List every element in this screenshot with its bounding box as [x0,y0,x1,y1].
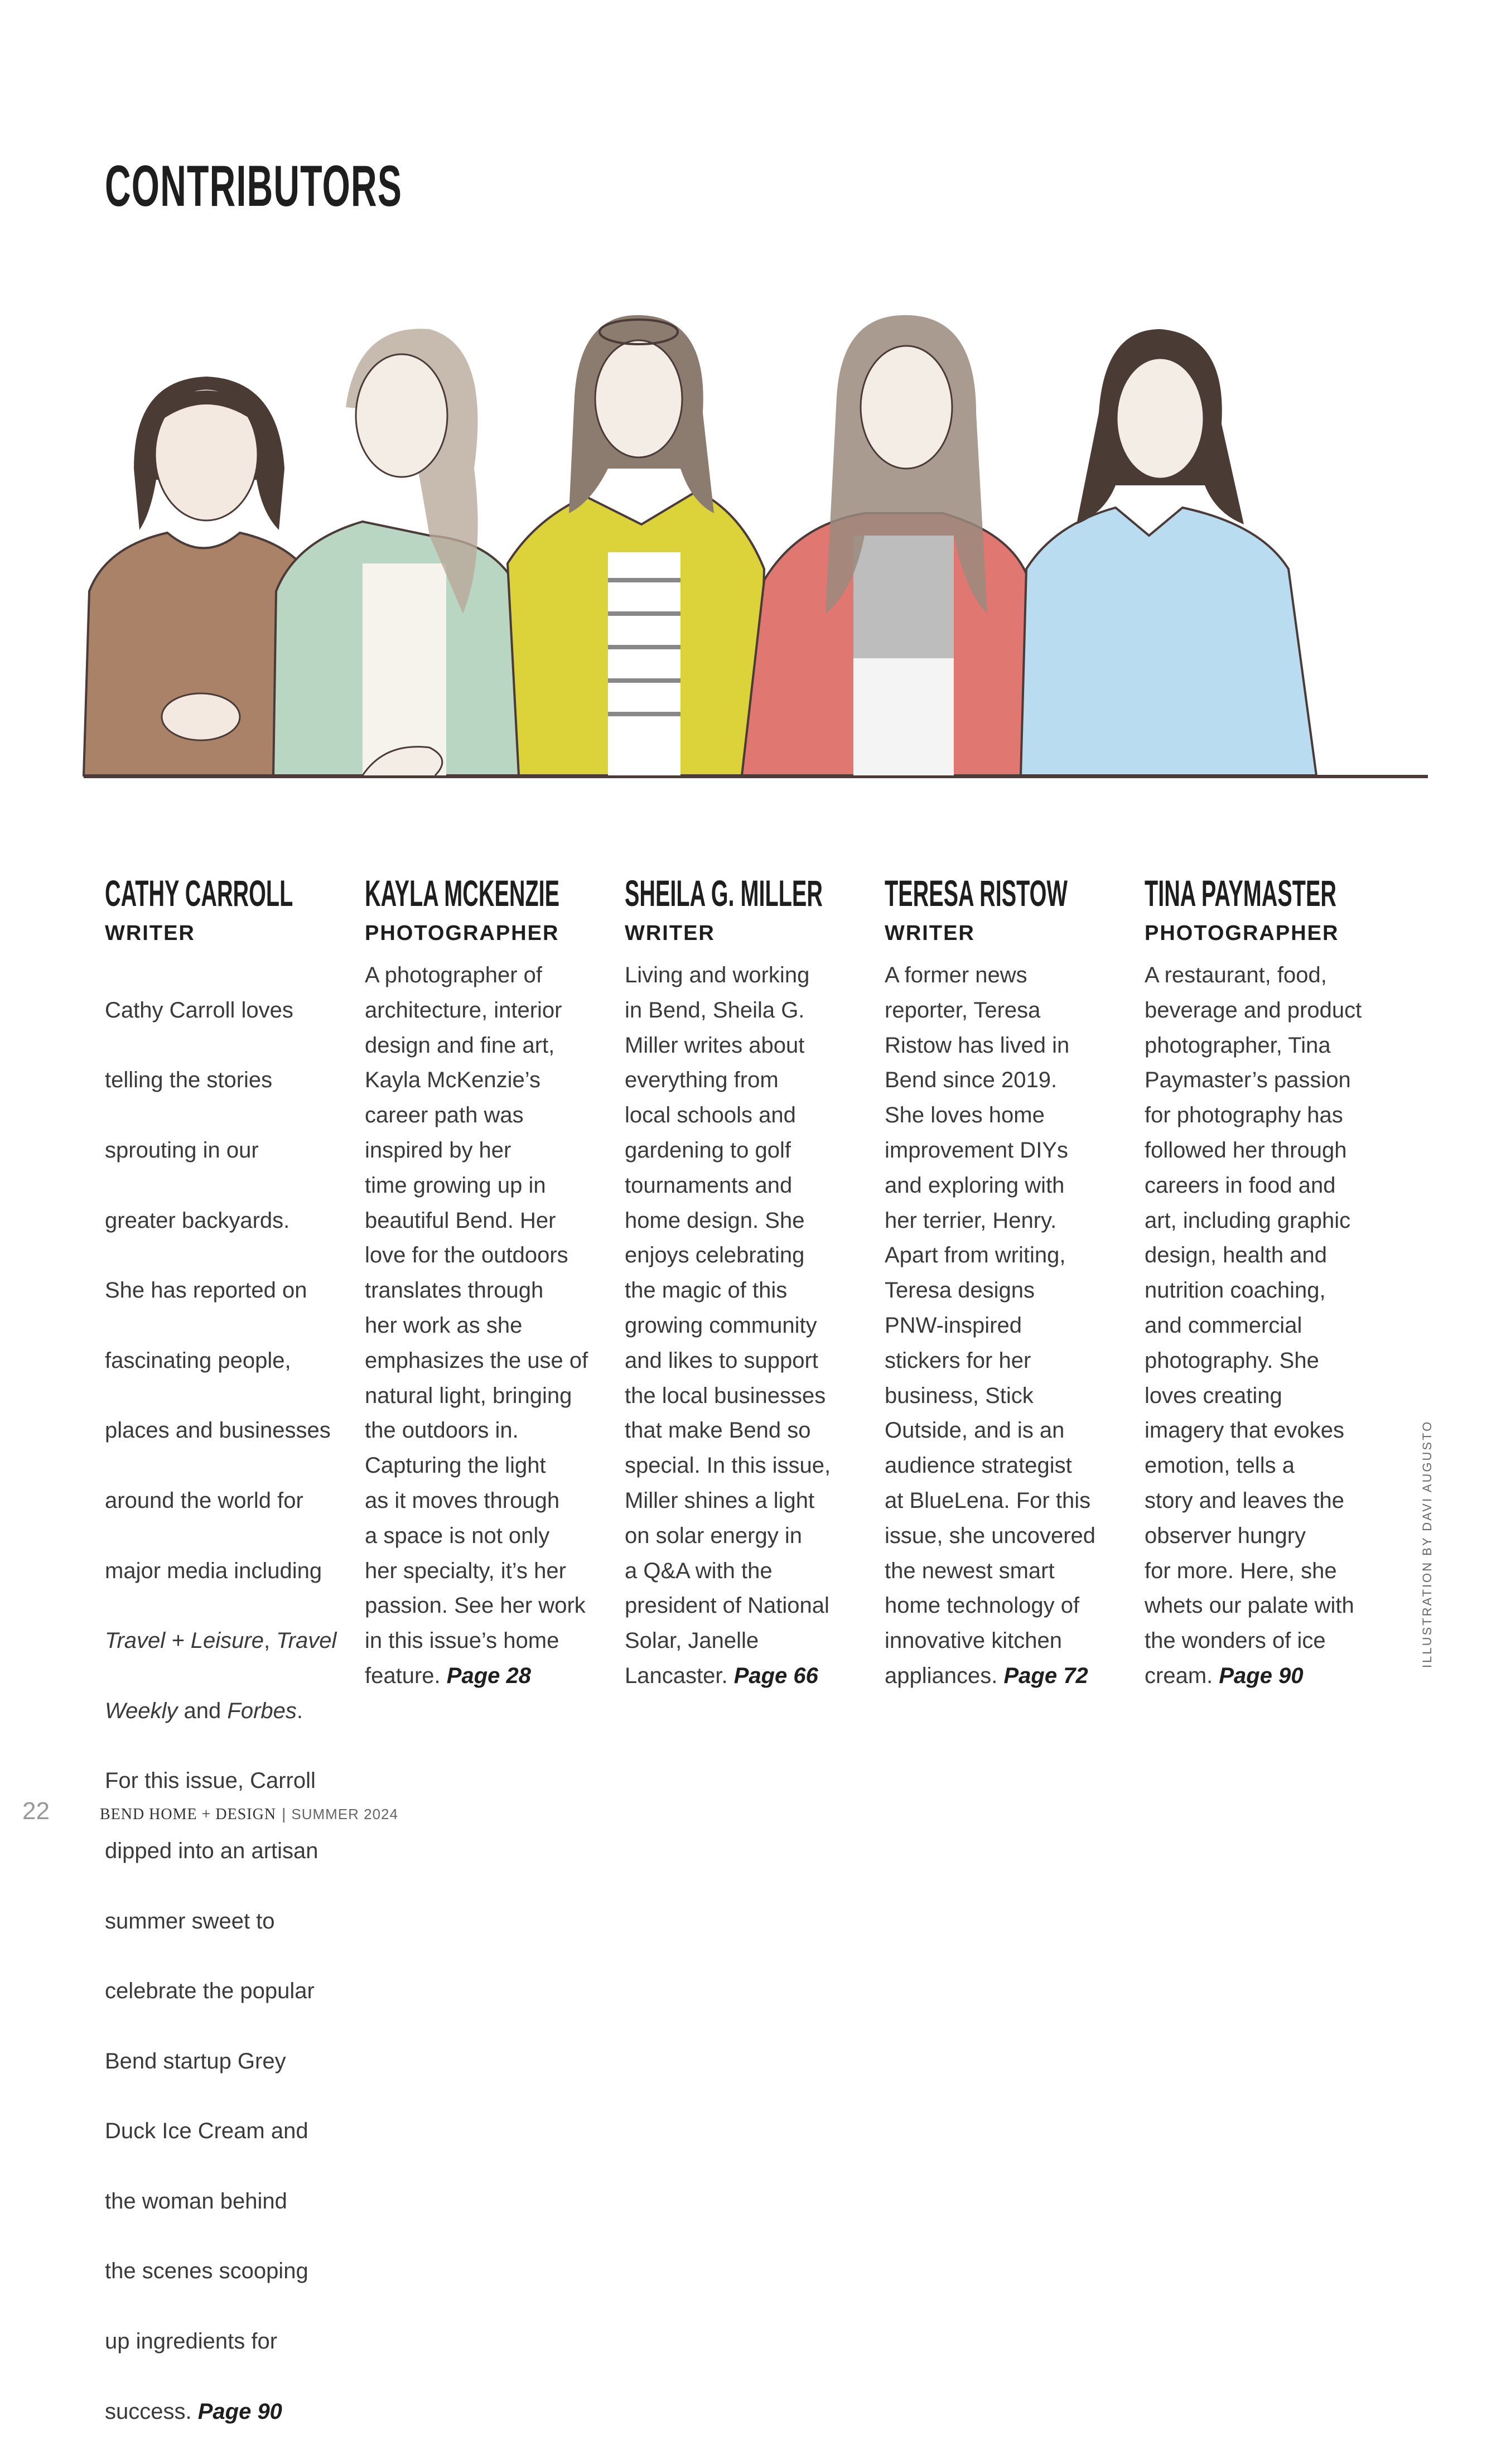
kayla-face [356,354,447,477]
contributor-role: PHOTOGRAPHER [1145,922,1339,945]
contributor-name: CATHY CARROLL [105,872,293,914]
contributor-name: SHEILA G. MILLER [625,872,823,914]
contributor-role: WRITER [105,922,195,945]
bio-text: , [263,1628,277,1653]
contributors-illustration [73,301,1439,831]
portrait-sheila-g-miller [508,315,764,775]
contributor-teresa-ristow [885,872,1119,1694]
contributor-bio [625,958,859,1694]
bio-line: places and businesses [105,1418,331,1443]
bio-text: and [177,1698,228,1723]
contributor-bio [1145,958,1379,1694]
page-number: 22 [22,1797,50,1825]
issue-date: SUMMER 2024 [291,1806,398,1822]
contributor-cathy-carroll [105,872,339,2464]
bio-line: celebrate the popular [105,1979,315,2004]
bio-text: A restaurant, food, beverage and product photographer, Tina Paymaster’s passion for photography has followed her through careers in food and art, including graphic design, health and nutrition coaching, and commercial photography. She loves creating imagery that evokes emotion, tells a story and leaves the observer hungry for more. Here, she whets our palate with the wonders of ice cream. [1145,963,1362,1688]
publication-name: Travel + Leisure [105,1628,264,1653]
bio-line [105,1623,339,1658]
kayla-top [363,563,446,775]
magazine-name: BEND HOME + DESIGN [99,1806,277,1823]
bio-line: the scenes scooping [105,2259,308,2284]
page-reference: Page 28 [446,1663,531,1688]
bio-line: She has reported on [105,1278,307,1303]
bio-line: major media including [105,1558,322,1583]
bio-line: summer sweet to [105,1908,275,1933]
contributor-role: WRITER [625,922,715,945]
publication-name: Weekly [105,1698,178,1723]
bio-line: around the world for [105,1488,303,1513]
bio-line: up ingredients for [105,2329,278,2354]
contributor-bio [105,958,339,2464]
page-title: CONTRIBUTORS [105,154,403,219]
bio-line [105,2394,339,2429]
bio-line: the woman behind [105,2188,287,2214]
tina-sweater [1021,508,1316,775]
bio-text: . [296,1698,303,1723]
bio-text: A former news reporter, Teresa Ristow has lived in Bend since 2019. She loves home improvement DIYs and exploring with her terrier, Henry. Apart from writing, Teresa designs PNW-inspired stickers for her business, Stick Outside, and is an audience strategist at BlueLena. For this issue, she uncovered the newest smart home technology of innovative kitchen appliances. [885,963,1096,1688]
teresa-top-fade [853,658,954,775]
publication-name: Travel [276,1628,337,1653]
bio-text: success. [105,2399,198,2424]
page-reference: Page 66 [733,1663,818,1688]
page-reference: Page 90 [1219,1663,1304,1688]
cathy-hands [162,693,240,740]
contributor-role: WRITER [885,922,975,945]
bio-text: Living and working in Bend, Sheila G. Miller writes about everything from local schools and gardening to golf tournaments and home design. She enjoys celebrating the magic of this growing community and likes to support the local businesses that make Bend so special. In this issue, Miller shines a light on solar energy in a Q&A with the president of National Solar, Janelle Lancaster. [625,963,831,1688]
bio-text: A photographer of architecture, interior design and fine art, Kayla McKenzie’s career path was inspired by her time growing up in beautiful Bend. Her love for the outdoors translates through her work as she emphasizes the use of natural light, bringing the outdoors in. Capturing the light as it moves through a space is not only her specialty, it’s her passion. See her work in this issue’s home feature. [365,963,588,1688]
bio-line: dipped into an artisan [105,1838,318,1863]
contributor-bio [365,958,599,1694]
page-reference: Page 90 [197,2399,282,2424]
tina-face [1117,358,1204,479]
page-reference: Page 72 [1003,1663,1088,1688]
bio-line: Cathy Carroll loves [105,997,293,1023]
contributor-kayla-mckenzie [365,872,599,1694]
contributor-name: KAYLA MCKENZIE [365,872,560,914]
bio-line: telling the stories [105,1068,273,1093]
contributor-name: TERESA RISTOW [885,872,1068,914]
bio-line: greater backyards. [105,1208,290,1233]
portrait-teresa-ristow [742,315,1032,775]
sheila-striped-shirt [608,552,680,775]
footer-separator: | [282,1805,286,1822]
bio-line [105,1694,339,1729]
publication-name: Forbes [227,1698,297,1723]
contributor-bio [885,958,1119,1694]
bio-line: Duck Ice Cream and [105,2119,308,2144]
contributor-sheila-g-miller [625,872,859,1694]
contributor-name: TINA PAYMASTER [1145,872,1336,914]
portrait-tina-paymaster [1021,329,1316,775]
page-footer [22,1797,398,1825]
teresa-face [861,346,952,469]
contributor-role: PHOTOGRAPHER [365,922,559,945]
sheila-face [595,340,682,457]
bio-line: Bend startup Grey [105,2048,286,2074]
bio-line: sprouting in our [105,1137,259,1163]
illustration-credit: ILLUSTRATION BY DAVI AUGUSTO [1420,1420,1434,1668]
portrait-kayla-mckenzie [273,329,535,775]
contributor-tina-paymaster [1145,872,1379,1694]
bio-line: fascinating people, [105,1348,291,1373]
bio-line: For this issue, Carroll [105,1768,316,1793]
